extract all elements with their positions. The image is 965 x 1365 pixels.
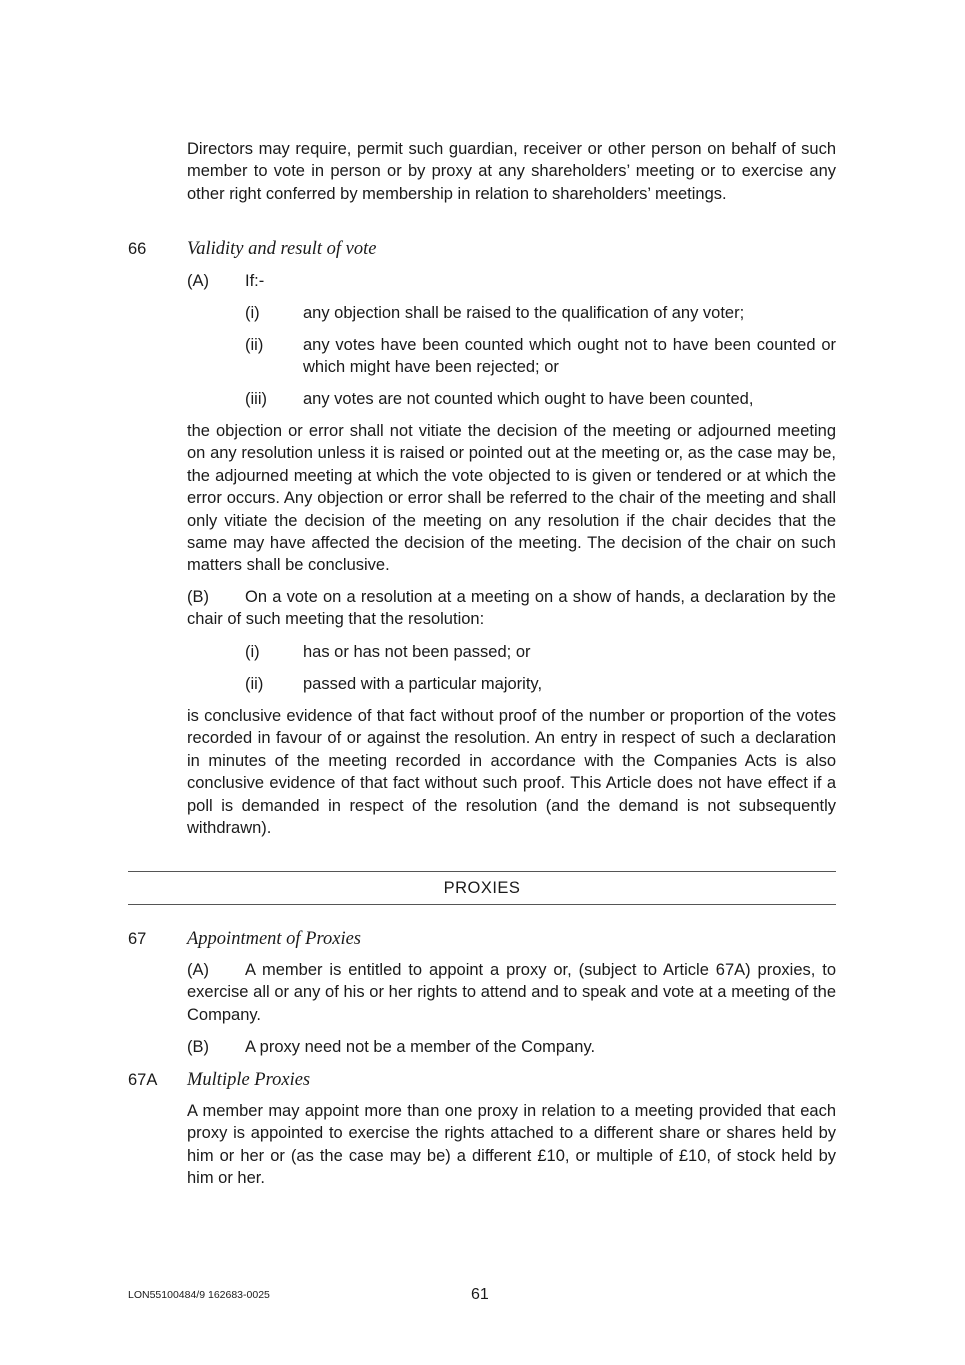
article-67-b-label: (B)	[187, 1038, 209, 1056]
item-label: (ii)	[245, 675, 264, 693]
item-text: has or has not been passed; or	[303, 643, 531, 661]
article-67-a-paragraph	[187, 959, 836, 1026]
section-rule-bottom	[128, 904, 836, 905]
item-label: (iii)	[245, 390, 267, 408]
article-66-a-label: (A)	[187, 272, 209, 290]
article-67-a-label: (A)	[187, 961, 209, 979]
item-label: (i)	[245, 304, 260, 322]
footer-reference: LON55100484/9 162683-0025	[128, 1289, 270, 1301]
item-text: passed with a particular majority,	[303, 675, 543, 693]
article-66-number: 66	[128, 240, 147, 258]
article-66-b-label: (B)	[187, 588, 209, 606]
article-67a-title: Multiple Proxies	[187, 1070, 311, 1090]
article-67-title: Appointment of Proxies	[187, 929, 362, 949]
article-66-title: Validity and result of vote	[187, 239, 377, 259]
intro-paragraph: Directors may require, permit such guardian, receiver or other person on behalf of such member to vote in person or by proxy at any shareholders’ meeting or to exercise any other right conferred by membership in relation to shareholders’ meetings.	[187, 140, 836, 203]
item-label: (ii)	[245, 336, 264, 354]
article-67-b-paragraph	[187, 1036, 836, 1058]
article-66-a-conclusion: the objection or error shall not vitiate the decision of the meeting or adjourned meeting on any resolution unless it is raised or pointed out at the meeting or, as the case may be, the adjourned meeting at which the vote objected to is given or tendered or at which the error occurs. Any objection or error shall be referred to the chair of the meeting and shall only vitiate the decision of the meeting on any resolution if the chair decides that the same may have affected the decision of the meeting. The decision of the chair on such matters shall be conclusive.	[187, 422, 836, 575]
article-66-b-paragraph	[187, 586, 836, 631]
article-67-a-text: A member is entitled to appoint a proxy or, (subject to Article 67A) proxies, to exercise all or any of his or her rights to attend and to speak and vote at a meeting of the Company.	[187, 961, 836, 1024]
item-text: any objection shall be raised to the qualification of any voter;	[303, 304, 745, 322]
article-67-number: 67	[128, 930, 147, 948]
article-66-a-text: If:-	[245, 272, 265, 290]
item-label: (i)	[245, 643, 260, 661]
article-66-b-text: On a vote on a resolution at a meeting on a show of hands, a declaration by the chair of such meeting that the resolution:	[187, 588, 836, 629]
article-67a-text: A member may appoint more than one proxy in relation to a meeting provided that each proxy is appointed to exercise the rights attached to a different share or shares held by him or her or (as the case may be) a different £10, or multiple of £10, of stock held by him or her.	[187, 1102, 836, 1188]
item-text: any votes have been counted which ought not to have been counted or which might have been rejected; or	[303, 336, 836, 377]
section-rule-top	[128, 871, 836, 872]
article-67-b-text: A proxy need not be a member of the Company.	[245, 1038, 596, 1056]
article-66-b-conclusion: is conclusive evidence of that fact without proof of the number or proportion of the votes recorded in favour of or against the resolution. An entry in respect of such a declaration in minutes of the meeting recorded in accordance with the Companies Acts is also conclusive evidence of that fact without such proof. This Article does not have effect if a poll is demanded in respect of the resolution (and the demand is not subsequently withdrawn).	[187, 707, 836, 838]
item-text: any votes are not counted which ought to have been counted,	[303, 390, 754, 408]
article-67a-number: 67A	[128, 1071, 158, 1089]
section-heading: PROXIES	[443, 879, 521, 897]
page-number: 61	[471, 1286, 489, 1303]
